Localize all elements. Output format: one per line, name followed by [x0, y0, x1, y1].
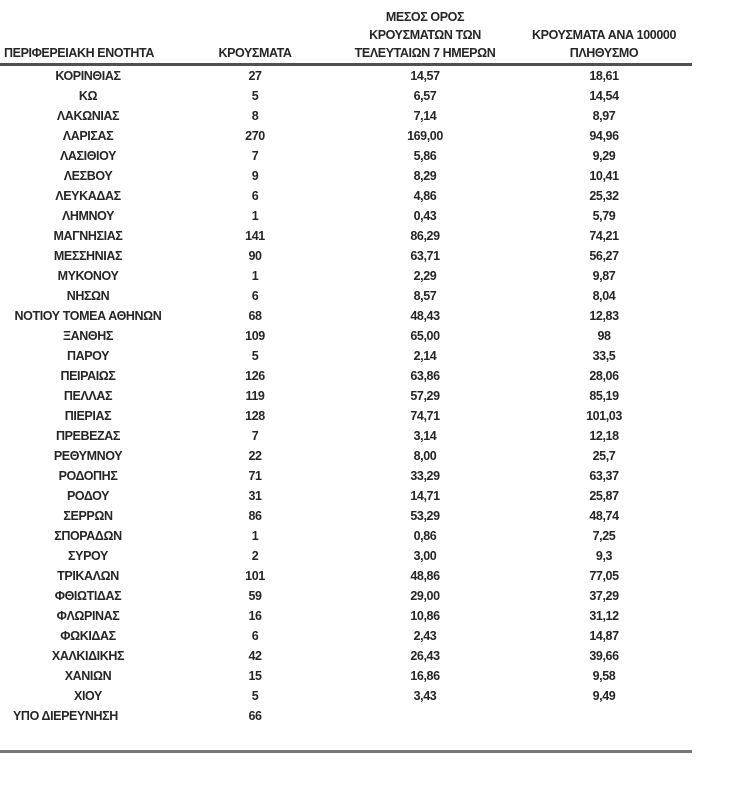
per100k-cell: 101,03 [586, 409, 622, 423]
avg7-cell: 29,00 [410, 589, 440, 603]
avg7-cell [334, 706, 516, 726]
table-row [0, 65, 692, 87]
per100k-cell: 85,19 [589, 389, 619, 403]
region-cell: ΛΕΥΚΑΔΑΣ [55, 189, 121, 203]
region-cell: ΧΑΝΙΩΝ [64, 669, 112, 683]
cases-cell: 1 [251, 529, 259, 543]
avg7-cell: 74,71 [410, 409, 440, 423]
table-bottom-rule [0, 750, 692, 753]
per100k-cell: 63,37 [589, 469, 619, 483]
cases-cell: 27 [248, 69, 262, 83]
per100k-cell: 9,49 [592, 689, 616, 703]
per100k-cell: 25,87 [589, 489, 619, 503]
column-header-line: ΚΡΟΥΣΜΑΤΑ ΑΝΑ 100000 [532, 28, 676, 42]
cases-cell: 6 [251, 629, 259, 643]
per100k-cell: 48,74 [589, 509, 619, 523]
table-row [0, 406, 692, 426]
per100k-cell: 74,21 [589, 229, 619, 243]
table-row [0, 526, 692, 546]
table-row [0, 626, 692, 646]
avg7-cell: 8,29 [413, 169, 437, 183]
table-row [0, 126, 692, 146]
region-cell: ΛΗΜΝΟΥ [61, 209, 115, 223]
per100k-cell: 12,83 [589, 309, 619, 323]
cases-cell: 7 [251, 429, 259, 443]
cases-cell: 119 [245, 389, 265, 403]
region-cell: ΣΠΟΡΑΔΩΝ [54, 529, 122, 543]
per100k-cell: 94,96 [589, 129, 619, 143]
cases-cell: 1 [251, 209, 259, 223]
cases-cell: 8 [251, 109, 259, 123]
region-cell: ΛΕΣΒΟΥ [63, 169, 113, 183]
avg7-cell: 4,86 [413, 189, 437, 203]
cases-cell: 109 [245, 329, 265, 343]
avg7-cell: 57,29 [410, 389, 440, 403]
region-cell: ΚΩ [78, 89, 98, 103]
per100k-cell: 14,87 [589, 629, 619, 643]
column-header-region [0, 8, 176, 65]
avg7-cell: 0,86 [413, 529, 437, 543]
cases-cell: 5 [251, 689, 259, 703]
table-row [0, 686, 692, 706]
cases-cell: 126 [245, 369, 265, 383]
region-cell: ΜΕΣΣΗΝΙΑΣ [53, 249, 123, 263]
cases-cell: 6 [251, 289, 259, 303]
column-header-cases [176, 8, 334, 65]
table-row [0, 306, 692, 326]
per100k-cell: 9,3 [595, 549, 613, 563]
region-cell: ΠΕΛΛΑΣ [63, 389, 113, 403]
avg7-cell: 10,86 [410, 609, 440, 623]
per100k-cell: 28,06 [589, 369, 619, 383]
table-row [0, 606, 692, 626]
per100k-cell: 31,12 [589, 609, 619, 623]
cases-cell: 22 [248, 449, 262, 463]
cases-cell: 16 [248, 609, 262, 623]
cases-cell: 7 [251, 149, 259, 163]
region-cell: ΠΡΕΒΕΖΑΣ [55, 429, 121, 443]
column-header-per100k [516, 8, 692, 65]
region-cell: ΝΟΤΙΟΥ ΤΟΜΕΑ ΑΘΗΝΩΝ [14, 309, 162, 323]
region-cell: ΡΟΔΟΥ [66, 489, 110, 503]
per100k-cell: 8,04 [592, 289, 616, 303]
avg7-cell: 2,29 [413, 269, 437, 283]
avg7-cell: 26,43 [410, 649, 440, 663]
region-cell: ΧΙΟΥ [74, 689, 102, 703]
per100k-cell: 14,54 [589, 89, 619, 103]
regional-cases-table [0, 8, 692, 726]
avg7-cell: 5,86 [413, 149, 437, 163]
per100k-cell: 25,7 [592, 449, 616, 463]
per100k-cell: 39,66 [589, 649, 619, 663]
table-row [0, 206, 692, 226]
cases-cell: 101 [245, 569, 265, 583]
table-row [0, 266, 692, 286]
region-cell: ΚΟΡΙΝΘΙΑΣ [55, 69, 121, 83]
per100k-cell: 56,27 [589, 249, 619, 263]
table-row [0, 286, 692, 306]
table-row [0, 486, 692, 506]
per100k-cell: 9,29 [592, 149, 616, 163]
table-row [0, 166, 692, 186]
column-header-line: ΚΡΟΥΣΜΑΤΩΝ ΤΩΝ [369, 28, 481, 42]
column-header-line: ΜΕΣΟΣ ΟΡΟΣ [385, 10, 465, 24]
table-row [0, 666, 692, 686]
per100k-cell: 8,97 [592, 109, 616, 123]
table-row [0, 466, 692, 486]
table-row [0, 566, 692, 586]
cases-cell: 141 [245, 229, 265, 243]
table-row [0, 86, 692, 106]
table-row [0, 506, 692, 526]
per100k-cell: 98 [597, 329, 611, 343]
table-row [0, 326, 692, 346]
table-row [0, 226, 692, 246]
avg7-cell: 16,86 [410, 669, 440, 683]
table-body [0, 65, 692, 727]
column-header-avg7 [334, 8, 516, 65]
avg7-cell: 14,57 [410, 69, 440, 83]
table-row [0, 366, 692, 386]
table-row [0, 546, 692, 566]
per100k-cell: 10,41 [589, 169, 619, 183]
cases-cell: 90 [248, 249, 262, 263]
region-cell: ΛΑΚΩΝΙΑΣ [56, 109, 120, 123]
per100k-cell: 77,05 [589, 569, 619, 583]
region-cell: ΡΟΔΟΠΗΣ [58, 469, 118, 483]
table-header [0, 8, 692, 65]
avg7-cell: 0,43 [413, 209, 437, 223]
per100k-cell: 25,32 [589, 189, 619, 203]
table-row [0, 706, 692, 726]
per100k-cell: 9,58 [592, 669, 616, 683]
avg7-cell: 169,00 [407, 129, 443, 143]
cases-cell: 31 [248, 489, 262, 503]
table-row [0, 646, 692, 666]
avg7-cell: 48,43 [410, 309, 440, 323]
avg7-cell: 33,29 [410, 469, 440, 483]
avg7-cell: 3,00 [413, 549, 437, 563]
region-cell: ΠΕΙΡΑΙΩΣ [60, 369, 116, 383]
table-row [0, 386, 692, 406]
avg7-cell: 8,00 [413, 449, 437, 463]
avg7-cell: 65,00 [410, 329, 440, 343]
avg7-cell: 14,71 [410, 489, 440, 503]
per100k-cell: 37,29 [589, 589, 619, 603]
region-cell: ΠΙΕΡΙΑΣ [64, 409, 112, 423]
column-header-line: ΤΕΛΕΥΤΑΙΩΝ 7 ΗΜΕΡΩΝ [354, 46, 496, 60]
cases-cell: 1 [251, 269, 259, 283]
table-row [0, 186, 692, 206]
per100k-cell: 33,5 [592, 349, 616, 363]
region-cell: ΞΑΝΘΗΣ [63, 329, 113, 343]
avg7-cell: 2,43 [413, 629, 437, 643]
region-cell: ΥΠΟ ΔΙΕΡΕΥΝΗΣΗ [13, 709, 118, 723]
region-cell: ΛΑΣΙΘΙΟΥ [59, 149, 117, 163]
table-row [0, 146, 692, 166]
per100k-cell [516, 706, 692, 726]
column-header-line: ΠΕΡΙΦΕΡΕΙΑΚΗ ΕΝΟΤΗΤΑ [4, 46, 154, 60]
per100k-cell: 12,18 [589, 429, 619, 443]
cases-cell: 9 [251, 169, 259, 183]
avg7-cell: 86,29 [410, 229, 440, 243]
avg7-cell: 8,57 [413, 289, 437, 303]
cases-cell: 59 [248, 589, 262, 603]
table-row [0, 446, 692, 466]
avg7-cell: 2,14 [413, 349, 437, 363]
table-row [0, 346, 692, 366]
cases-cell: 5 [251, 349, 259, 363]
per100k-cell: 9,87 [592, 269, 616, 283]
cases-cell: 42 [248, 649, 262, 663]
avg7-cell: 63,71 [410, 249, 440, 263]
avg7-cell: 53,29 [410, 509, 440, 523]
avg7-cell: 63,86 [410, 369, 440, 383]
column-header-line: ΠΛΗΘΥΣΜΟ [569, 46, 639, 60]
table-row [0, 586, 692, 606]
cases-cell: 15 [248, 669, 262, 683]
table-row [0, 106, 692, 126]
cases-cell: 128 [245, 409, 265, 423]
avg7-cell: 7,14 [413, 109, 437, 123]
region-cell: ΧΑΛΚΙΔΙΚΗΣ [51, 649, 125, 663]
table-header-row [0, 8, 692, 65]
cases-cell: 86 [248, 509, 262, 523]
region-cell: ΛΑΡΙΣΑΣ [62, 129, 114, 143]
table-row [0, 426, 692, 446]
table-row [0, 246, 692, 266]
avg7-cell: 6,57 [413, 89, 437, 103]
region-cell: ΝΗΣΩΝ [66, 289, 110, 303]
region-cell: ΡΕΘΥΜΝΟΥ [53, 449, 123, 463]
cases-cell: 6 [251, 189, 259, 203]
cases-cell: 270 [245, 129, 265, 143]
region-cell: ΣΕΡΡΩΝ [63, 509, 113, 523]
region-cell: ΦΘΙΩΤΙΔΑΣ [54, 589, 122, 603]
avg7-cell: 48,86 [410, 569, 440, 583]
cases-cell: 68 [248, 309, 262, 323]
avg7-cell: 3,43 [413, 689, 437, 703]
cases-cell: 5 [251, 89, 259, 103]
column-header-line: ΚΡΟΥΣΜΑΤΑ [218, 46, 292, 60]
region-cell: ΜΑΓΝΗΣΙΑΣ [53, 229, 123, 243]
region-cell: ΦΩΚΙΔΑΣ [60, 629, 116, 643]
region-cell: ΦΛΩΡΙΝΑΣ [56, 609, 120, 623]
per100k-cell: 5,79 [592, 209, 616, 223]
per100k-cell: 18,61 [589, 69, 619, 83]
cases-cell: 2 [251, 549, 259, 563]
avg7-cell: 3,14 [413, 429, 437, 443]
region-cell: ΣΥΡΟΥ [68, 549, 108, 563]
region-cell: ΠΑΡΟΥ [66, 349, 110, 363]
region-cell: ΜΥΚΟΝΟΥ [57, 269, 119, 283]
region-cell: ΤΡΙΚΑΛΩΝ [57, 569, 119, 583]
per100k-cell: 7,25 [592, 529, 616, 543]
cases-cell: 66 [248, 709, 262, 723]
cases-cell: 71 [248, 469, 262, 483]
